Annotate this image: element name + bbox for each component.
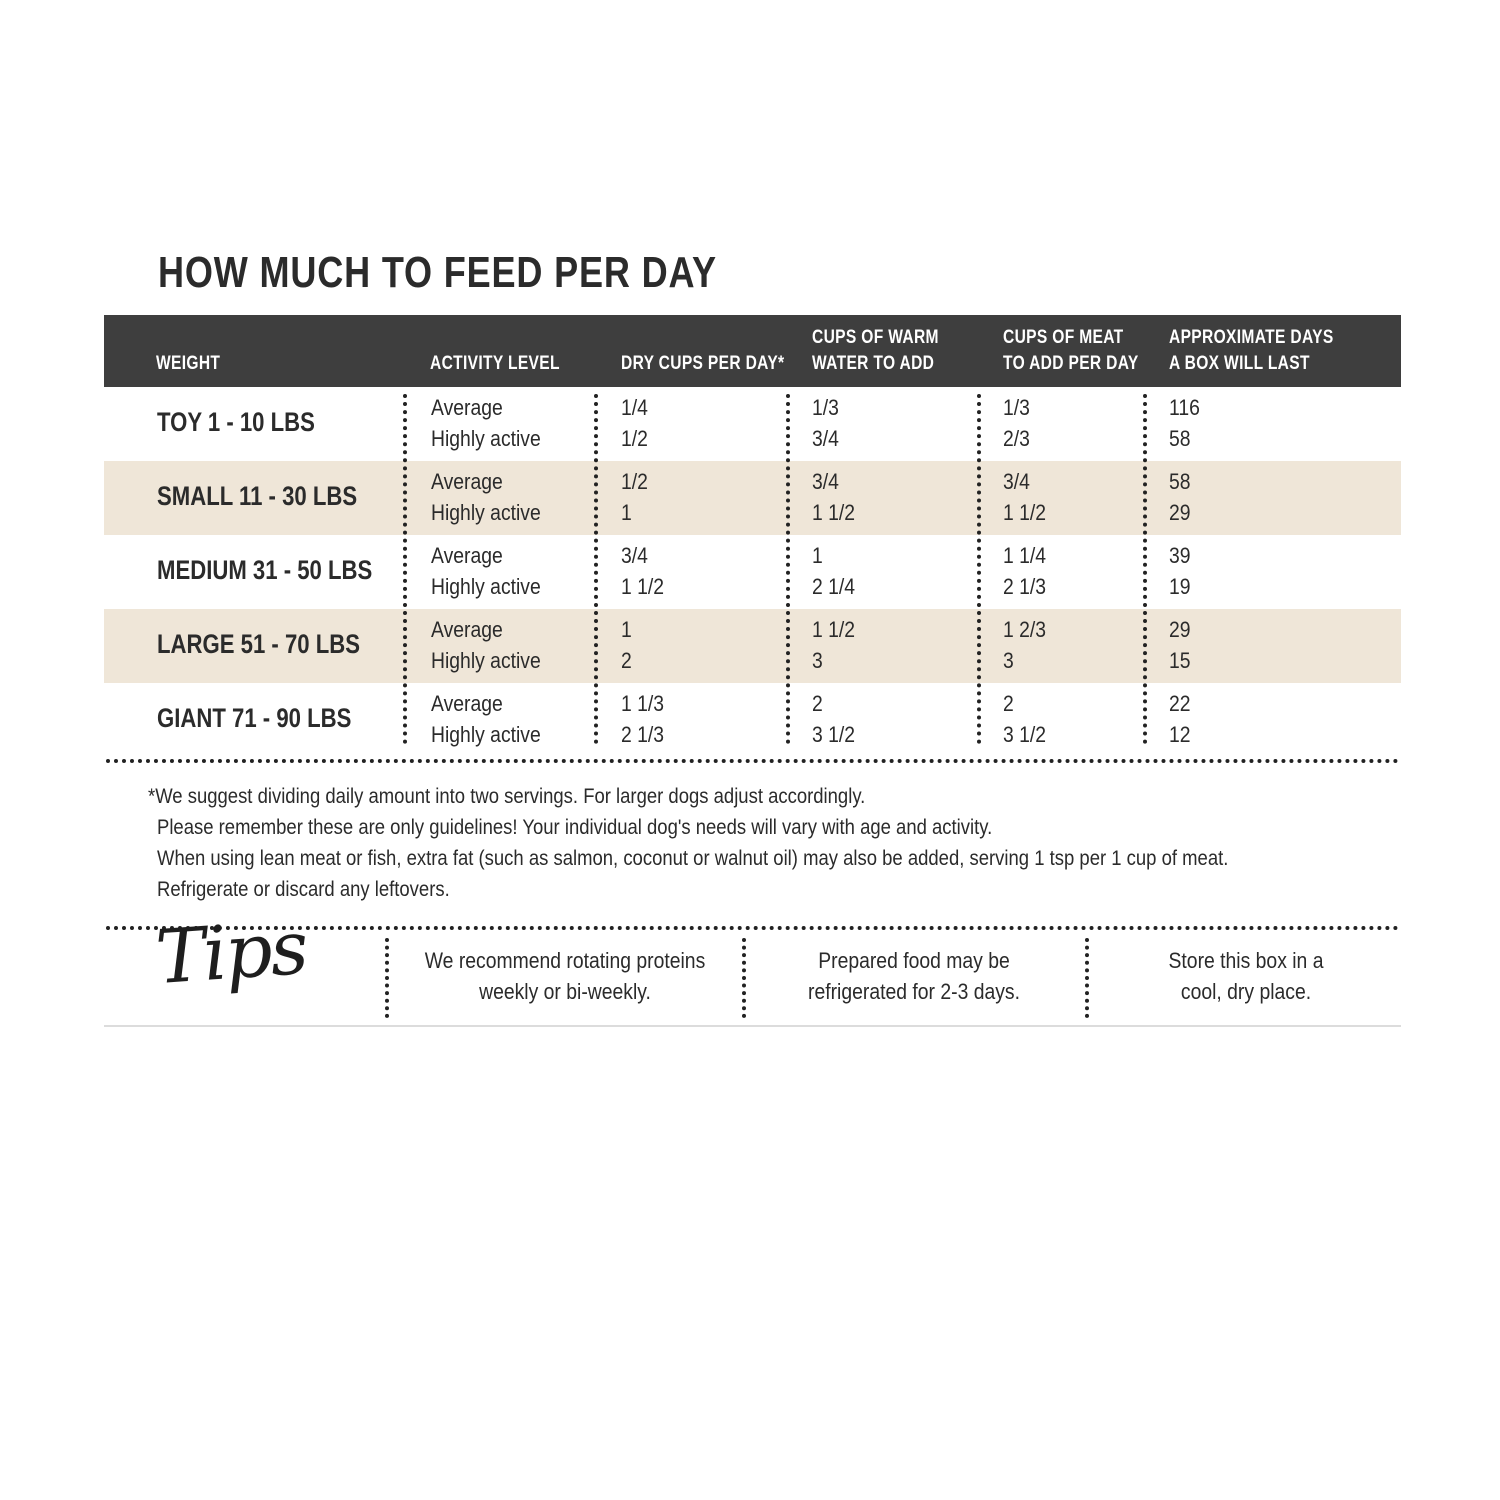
days-average: 58 [1169, 469, 1191, 494]
weight-label: TOY 1 - 10 LBS [157, 407, 315, 437]
activity-high: Highly active [431, 500, 541, 525]
water-average: 1 1/2 [812, 617, 856, 642]
header-activity: ACTIVITY LEVEL [430, 353, 560, 374]
days-average: 29 [1169, 617, 1191, 642]
meat-average: 2 [1003, 691, 1014, 716]
days-average: 22 [1169, 691, 1191, 716]
table-bottom-divider [106, 759, 1399, 763]
table-row [104, 683, 1401, 757]
meat-high: 3 1/2 [1003, 722, 1047, 747]
water-high: 2 1/4 [812, 574, 856, 599]
weight-label: LARGE 51 - 70 LBS [157, 629, 361, 659]
activity-average: Average [431, 469, 503, 494]
meat-average: 1 1/4 [1003, 543, 1047, 568]
note-line: *We suggest dividing daily amount into two servings. For larger dogs adjust accordingly. [148, 785, 866, 808]
days-high: 19 [1169, 574, 1191, 599]
header-weight: WEIGHT [156, 353, 221, 374]
tip-rotate-proteins: We recommend rotating proteins weekly or bi-weekly. [424, 948, 706, 1004]
dry-high: 2 1/3 [621, 722, 665, 747]
table-row [104, 609, 1401, 683]
days-high: 12 [1169, 722, 1191, 747]
column-divider [977, 394, 981, 744]
dry-average: 3/4 [621, 543, 648, 568]
meat-high: 3 [1003, 648, 1014, 673]
header-meat: CUPS OF MEAT TO ADD PER DAY [1003, 327, 1139, 374]
meat-high: 2 1/3 [1003, 574, 1047, 599]
meat-average: 1/3 [1003, 395, 1030, 420]
activity-average: Average [431, 617, 503, 642]
card-bottom-edge [104, 1025, 1401, 1027]
column-divider [1143, 394, 1147, 744]
days-average: 39 [1169, 543, 1191, 568]
header-dry-cups: DRY CUPS PER DAY* [621, 353, 785, 374]
weight-label: MEDIUM 31 - 50 LBS [157, 555, 373, 585]
activity-average: Average [431, 395, 503, 420]
column-divider [594, 394, 598, 744]
meat-average: 1 2/3 [1003, 617, 1047, 642]
water-high: 1 1/2 [812, 500, 856, 525]
water-average: 3/4 [812, 469, 839, 494]
column-divider [786, 394, 790, 744]
dry-average: 1 [621, 617, 632, 642]
meat-high: 2/3 [1003, 426, 1030, 451]
dry-high: 1 1/2 [621, 574, 665, 599]
weight-label: SMALL 11 - 30 LBS [157, 481, 358, 511]
water-high: 3 1/2 [812, 722, 856, 747]
water-high: 3/4 [812, 426, 839, 451]
table-row [104, 461, 1401, 535]
tip-storage: Store this box in a cool, dry place. [1168, 948, 1324, 1004]
dry-high: 1 [621, 500, 632, 525]
days-high: 58 [1169, 426, 1191, 451]
meat-average: 3/4 [1003, 469, 1030, 494]
table-row [104, 535, 1401, 609]
dry-high: 2 [621, 648, 632, 673]
header-days: APPROXIMATE DAYS A BOX WILL LAST [1169, 327, 1334, 374]
note-line: Refrigerate or discard any leftovers. [157, 878, 450, 901]
activity-high: Highly active [431, 574, 541, 599]
days-average: 116 [1169, 395, 1200, 420]
column-divider [403, 394, 407, 744]
table-header [104, 315, 1401, 387]
water-average: 2 [812, 691, 823, 716]
dry-average: 1/2 [621, 469, 648, 494]
page-title: HOW MUCH TO FEED PER DAY [158, 248, 717, 297]
feeding-guide-card [104, 240, 1401, 1030]
tips-divider [385, 938, 389, 1018]
activity-average: Average [431, 691, 503, 716]
water-average: 1/3 [812, 395, 839, 420]
dry-average: 1/4 [621, 395, 648, 420]
days-high: 15 [1169, 648, 1191, 673]
dry-high: 1/2 [621, 426, 648, 451]
note-line: Please remember these are only guidelines! Your individual dog's needs will vary with age and activity. [157, 816, 993, 839]
activity-high: Highly active [431, 426, 541, 451]
dry-average: 1 1/3 [621, 691, 665, 716]
activity-average: Average [431, 543, 503, 568]
note-line: When using lean meat or fish, extra fat (such as salmon, coconut or walnut oil) may also be added, serving 1 tsp per 1 cup of meat. [157, 847, 1229, 870]
meat-high: 1 1/2 [1003, 500, 1047, 525]
weight-label: GIANT 71 - 90 LBS [157, 703, 352, 733]
tips-divider [742, 938, 746, 1018]
header-warm-water: CUPS OF WARM WATER TO ADD [812, 327, 939, 374]
activity-high: Highly active [431, 648, 541, 673]
days-high: 29 [1169, 500, 1191, 525]
water-average: 1 [812, 543, 823, 568]
tip-refrigerate: Prepared food may be refrigerated for 2-3 days. [808, 948, 1020, 1004]
tips-heading: Tips [153, 904, 310, 1002]
tips-divider [1085, 938, 1089, 1018]
activity-high: Highly active [431, 722, 541, 747]
table-row [104, 387, 1401, 461]
water-high: 3 [812, 648, 823, 673]
